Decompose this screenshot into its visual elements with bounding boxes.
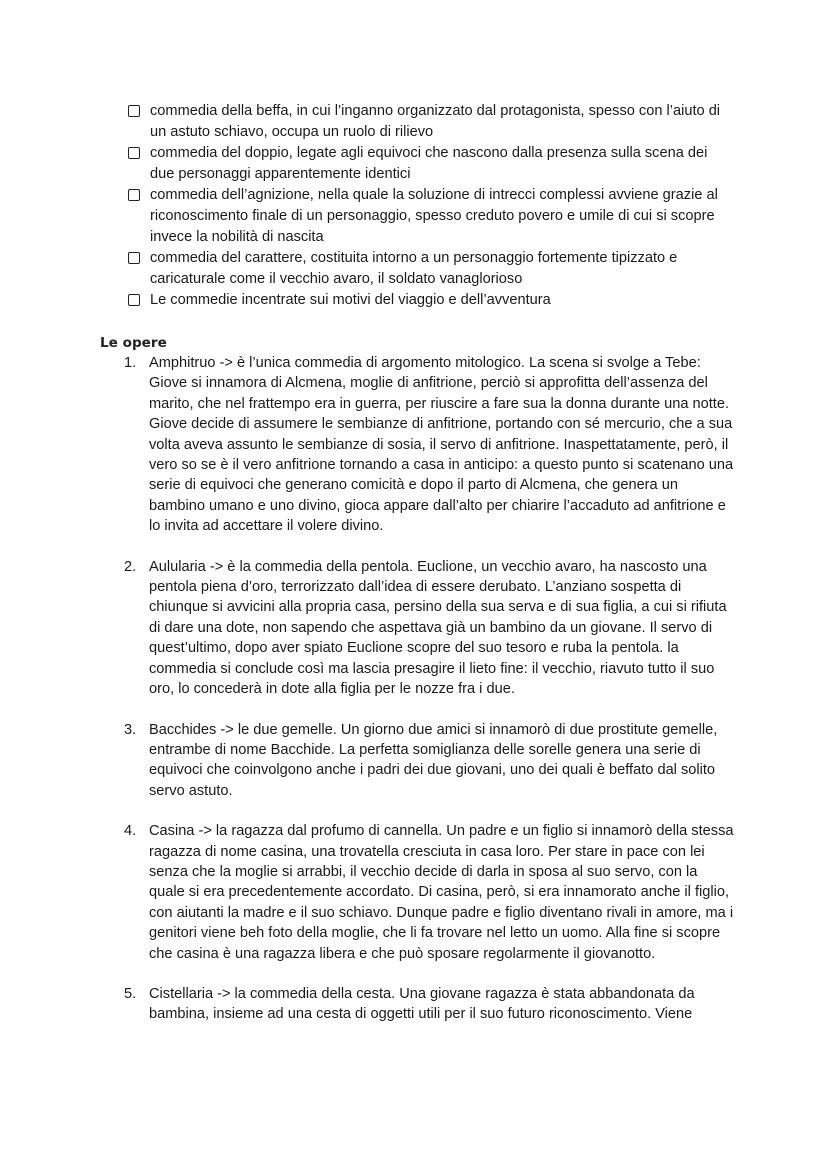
checkbox[interactable] bbox=[128, 252, 140, 264]
works-list bbox=[124, 353, 734, 1045]
checkbox[interactable] bbox=[128, 294, 140, 306]
work-number: 2. bbox=[124, 558, 137, 575]
checkbox[interactable] bbox=[128, 105, 140, 117]
work-item bbox=[124, 720, 734, 802]
work-text: Bacchides -> le due gemelle. Un giorno due amici si innamorò di due prostitute gemelle, entrambe di nome Bacchide. La perfetta somiglianza delle sorelle genera una serie di equivoci che coinvolgono anche i padri dei due giovani, uno dei quali è beffato dal solito servo astuto. bbox=[149, 721, 718, 799]
work-number: 5. bbox=[124, 985, 137, 1002]
work-number: 1. bbox=[124, 355, 137, 371]
checklist-item-text: commedia del carattere, costituita intorno a un personaggio fortemente tipizzato e caricaturale come il vecchio avaro, il soldato vanaglorioso bbox=[150, 250, 678, 287]
checkbox[interactable] bbox=[128, 147, 140, 159]
checklist-item bbox=[128, 143, 728, 185]
checklist-item-text: commedia della beffa, in cui l’inganno organizzato dal protagonista, spesso con l’aiuto di un astuto schiavo, occupa un ruolo di rilievo bbox=[150, 103, 721, 140]
checklist-item-text: commedia del doppio, legate agli equivoci che nascono dalla presenza sulla scena dei due personaggi apparentemente identici bbox=[150, 145, 708, 182]
work-text: Cistellaria -> la commedia della cesta. Una giovane ragazza è stata abbandonata da bambina, insieme ad una cesta di oggetti utili per il suo futuro riconoscimento. Viene bbox=[149, 985, 695, 1023]
checklist-item bbox=[128, 248, 728, 290]
work-item bbox=[124, 821, 734, 964]
work-item bbox=[124, 984, 734, 1025]
section-heading: Le opere bbox=[100, 335, 167, 351]
work-text: Casina -> la ragazza dal profumo di cannella. Un padre e un figlio si innamorò della stessa ragazza di nome casina, una trovatella cresciuta in casa loro. Per stare in pace con lei senza che la moglie si arrabbi, il vecchio decide di darla in sposa al suo servo, con la quale si era precedentemente accordato. Di casina, però, si era innamorato anche il figlio, con aiutanti la madre e il suo schiavo. Dunque padre e figlio diventano rivali in amore, ma i genitori viene beh foto della moglie, che li fa trovare nel letto un uomo. Alla fine si scopre che casina è una ragazza libera e che può sposare regolarmente il giovanotto. bbox=[149, 823, 734, 962]
commedia-types-checklist bbox=[128, 101, 728, 311]
work-number: 3. bbox=[124, 721, 137, 738]
checklist-item-text: Le commedie incentrate sui motivi del viaggio e dell’avventura bbox=[150, 292, 551, 308]
checklist-item bbox=[128, 101, 728, 143]
work-text: Aulularia -> è la commedia della pentola. Euclione, un vecchio avaro, ha nascosto una pentola piena d’oro, terrorizzato dall’idea di essere derubato. L’anziano sospetta di chiunque si avvicini alla propria casa, persino della sua serva e di sua figlia, a cui si rifiuta di dare una dote, non sapendo che aspettava già un bambino da un giovane. Il servo di quest’ultimo, dopo aver spiato Euclione scopre del suo tesoro e ruba la pentola. la commedia si conclude così ma lascia presagire il lieto fine: il vecchio, riavuto tutto il suo oro, lo concederà in dote alla figlia per le nozze fra i due. bbox=[149, 558, 727, 698]
checkbox[interactable] bbox=[128, 189, 140, 201]
checklist-item-text: commedia dell’agnizione, nella quale la soluzione di intrecci complessi avviene grazie al riconoscimento finale di un personaggio, spesso creduto povero e umile di cui si scopre invece la nobilità di nascita bbox=[150, 187, 718, 245]
work-text: Amphitruo -> è l’unica commedia di argomento mitologico. La scena si svolge a Tebe: Giove si innamora di Alcmena, moglie di anfitrione, perciò si approfitta dell’assenza del marito, che nel frattempo era in guerra, per riuscire a fare sua la donna durante una notte. Giove decide di assumere le sembianze di anfitrione, portando con sé mercurio, che a sua volta aveva assunto le sembianze di sosia, il servo di anfitrione. Inaspettatamente, però, il vero so se è il vero anfitrione tornando a casa in anticipo: a questo punto si scatenano una serie di equivoci che generano comicità e dopo il parto di Alcmena, che genera un bambino umano e uno divino, gioca appare dall’alto per chiarire l’accaduto ad anfitrione e lo invita ad accettare il volere divino. bbox=[149, 355, 734, 535]
checklist-item bbox=[128, 290, 728, 311]
work-number: 4. bbox=[124, 823, 137, 840]
work-item bbox=[124, 557, 734, 700]
work-item bbox=[124, 353, 734, 537]
checklist-item bbox=[128, 185, 728, 248]
